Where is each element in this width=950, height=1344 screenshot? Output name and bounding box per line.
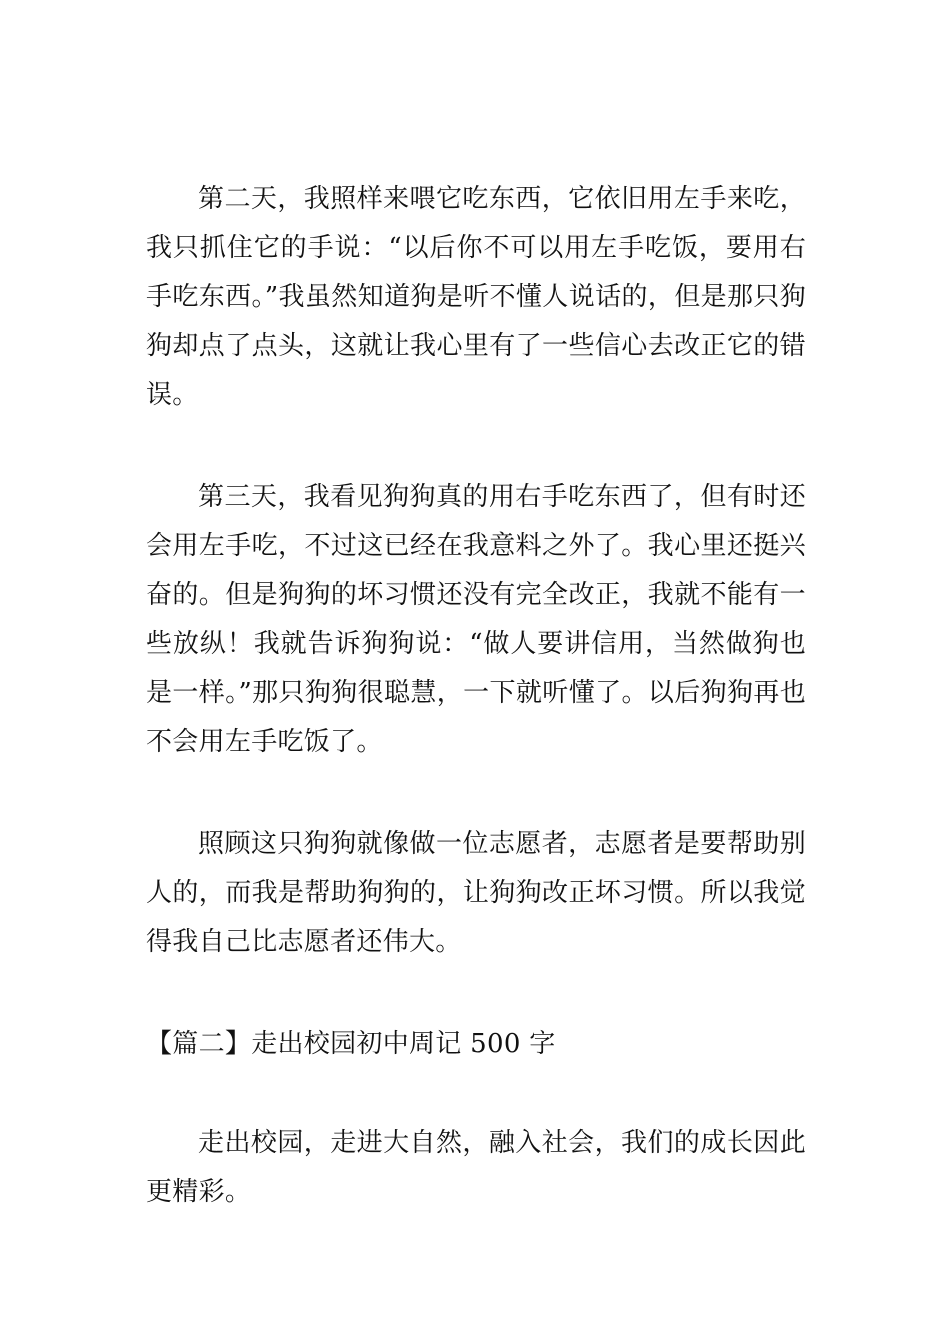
paragraph: 第三天，我看见狗狗真的用右手吃东西了，但有时还会用左手吃，不过这已经在我意料之外了。我心里还挺兴奋的。但是狗狗的坏习惯还没有完全改正，我就不能有一些放纵！我就告诉狗狗说：“做人要讲信用，当然做狗也是一样。”那只狗狗很聪慧，一下就听懂了。以后狗狗再也不会用左手吃饭了。 <box>146 482 806 757</box>
paragraph: 第二天，我照样来喂它吃东西，它依旧用左手来吃，我只抓住它的手说：“以后你不可以用左手吃饭，要用右手吃东西。”我虽然知道狗是听不懂人说话的，但是那只狗狗却点了点头，这就让我心里有了一些信心去改正它的错误。 <box>146 184 806 410</box>
paragraph: 走出校园，走进大自然，融入社会，我们的成长因此更精彩。 <box>146 1128 806 1207</box>
section-heading: 【篇二】走出校园初中周记 500 字 <box>146 1029 556 1059</box>
paragraph: 照顾这只狗狗就像做一位志愿者，志愿者是要帮助别人的，而我是帮助狗狗的，让狗狗改正坏习惯。所以我觉得我自己比志愿者还伟大。 <box>146 829 806 957</box>
